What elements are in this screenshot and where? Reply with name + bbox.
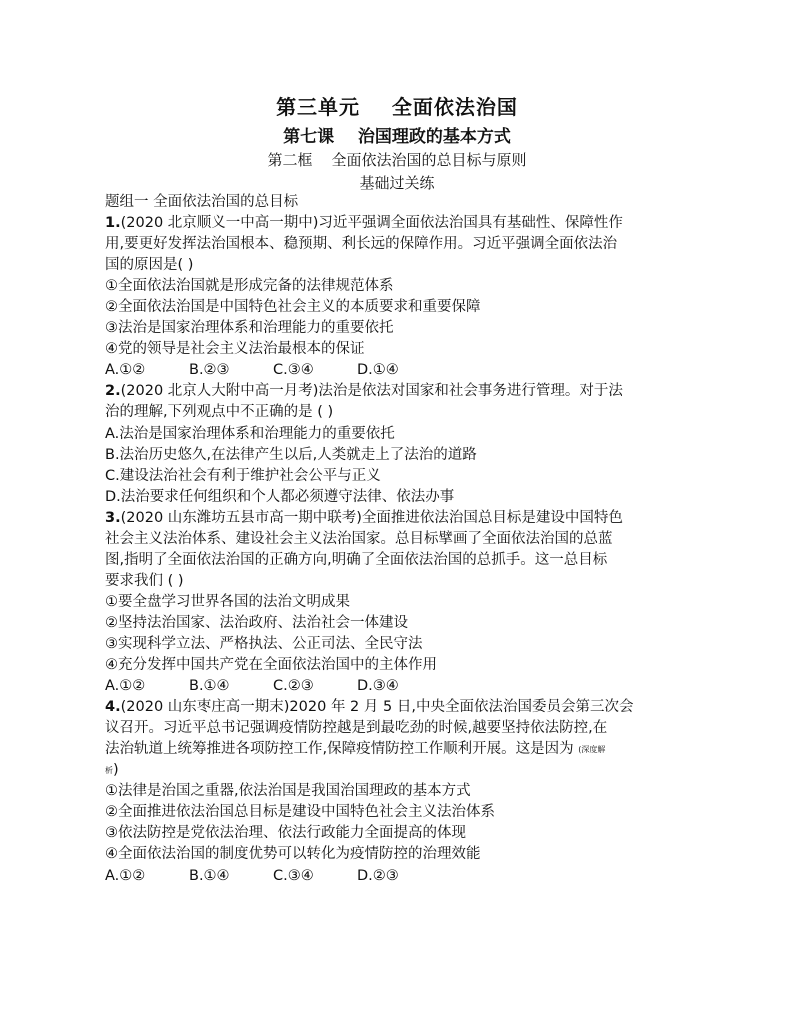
statement-item: ②全面推进依法治国总目标是建设中国特色社会主义法治体系 [105, 804, 495, 821]
answer-option-b: B.①④ [189, 867, 230, 884]
answer-options [105, 676, 695, 697]
question-stem-line: 2.(2020 北京人大附中高一月考)法治是依法对国家和社会事务进行管理。对于法 [105, 383, 623, 400]
question-stem-line: 议召开。习近平总书记强调疫情防控越是到最吃劲的时候,越要坚持依法防控,在 [105, 720, 608, 737]
statement-item: ④党的领导是社会主义法治最根本的保证 [105, 341, 365, 358]
group-title: 题组一 全面依法治国的总目标 [105, 194, 299, 210]
answer-option-b: B.②③ [189, 362, 230, 379]
depth-analysis-note: (深度解 [578, 745, 606, 755]
answer-options [105, 866, 695, 887]
answer-option-a: A.①② [105, 867, 146, 884]
answer-options [105, 360, 695, 381]
statement-item: ①要全盘学习世界各国的法治文明成果 [105, 593, 350, 610]
question-stem-line: $^析$) [105, 762, 119, 779]
question-stem-line: 3.(2020 山东潍坊五县市高一期中联考)全面推进依法治国总目标是建设中国特色 [105, 509, 623, 526]
statement-item: ②坚持法治国家、法治政府、法治社会一体建设 [105, 614, 408, 631]
frame-title: 第二框 全面依法治国的总目标与原则 [267, 151, 527, 169]
answer-option-d: D.②③ [357, 867, 399, 884]
question-number: 4. [105, 699, 121, 716]
question-stem-line: 1.(2020 北京顺义一中高一期中)习近平强调全面依法治国具有基础性、保障性作 [105, 215, 623, 232]
section-title: 基础过关练 [359, 174, 435, 192]
question-4 [105, 697, 695, 886]
unit-title: 第三单元 全面依法治国 [276, 95, 518, 119]
answer-option-d: D.①④ [357, 362, 399, 379]
question-stem-line: 要求我们 ( ) [105, 572, 184, 589]
answer-option-c: C.②③ [273, 678, 314, 695]
choice-item: D.法治要求任何组织和个人都必须遵守法律、依法办事 [105, 488, 455, 505]
answer-option-c: C.③④ [273, 867, 314, 884]
question-stem-line: 4.(2020 山东枣庄高一期末)2020 年 2 月 5 日,中央全面依法治国委员会第三次会 [105, 699, 634, 716]
depth-analysis-note-cont: 析 [105, 766, 113, 776]
question-stem-line: 用,要更好发挥法治国根本、稳预期、利长远的保障作用。习近平强调全面依法治 [105, 236, 618, 253]
statement-item: ④全面依法治国的制度优势可以转化为疫情防控的治理效能 [105, 846, 481, 863]
question-3 [105, 508, 695, 697]
question-1 [105, 213, 695, 381]
question-number: 1. [105, 215, 121, 232]
statement-item: ①全面依法治国就是形成完备的法律规范体系 [105, 278, 394, 295]
question-number: 3. [105, 509, 121, 526]
question-stem-line: 治的理解,下列观点中不正确的是 ( ) [105, 404, 334, 421]
answer-option-c: C.③④ [273, 362, 314, 379]
question-2 [105, 381, 695, 507]
answer-option-d: D.③④ [357, 678, 399, 695]
question-stem-line: 法治轨道上统筹推进各项防控工作,保障疫情防控工作顺利开展。这是因为 $^{(深度解}$ [105, 741, 606, 758]
exercise-content [105, 192, 695, 887]
choice-item: B.法治历史悠久,在法律产生以后,人类就走上了法治的道路 [105, 446, 477, 463]
question-number: 2. [105, 383, 121, 400]
answer-option-b: B.①④ [189, 678, 230, 695]
statement-item: ②全面依法治国是中国特色社会主义的本质要求和重要保障 [105, 299, 481, 316]
statement-item: ④充分发挥中国共产党在全面依法治国中的主体作用 [105, 657, 437, 674]
answer-option-a: A.①② [105, 678, 146, 695]
statement-item: ③实现科学立法、严格执法、公正司法、全民守法 [105, 635, 423, 652]
question-stem-line: 社会主义法治体系、建设社会主义法治国家。总目标擘画了全面依法治国的总蓝 [105, 530, 613, 547]
answer-option-a: A.①② [105, 362, 146, 379]
choice-item: C.建设法治社会有利于维护社会公平与正义 [105, 467, 381, 484]
choice-item: A.法治是国家治理体系和治理能力的重要依托 [105, 425, 395, 442]
statement-item: ③法治是国家治理体系和治理能力的重要依托 [105, 320, 394, 337]
lesson-title: 第七课 治国理政的基本方式 [283, 127, 511, 147]
statement-item: ③依法防控是党依法治理、依法行政能力全面提高的体现 [105, 825, 466, 842]
question-stem-line: 图,指明了全面依法治国的正确方向,明确了全面依法治国的总抓手。这一总目标 [105, 551, 608, 568]
statement-item: ①法律是治国之重器,依法治国是我国治国理政的基本方式 [105, 783, 471, 800]
question-stem-line: 国的原因是( ) [105, 257, 194, 274]
